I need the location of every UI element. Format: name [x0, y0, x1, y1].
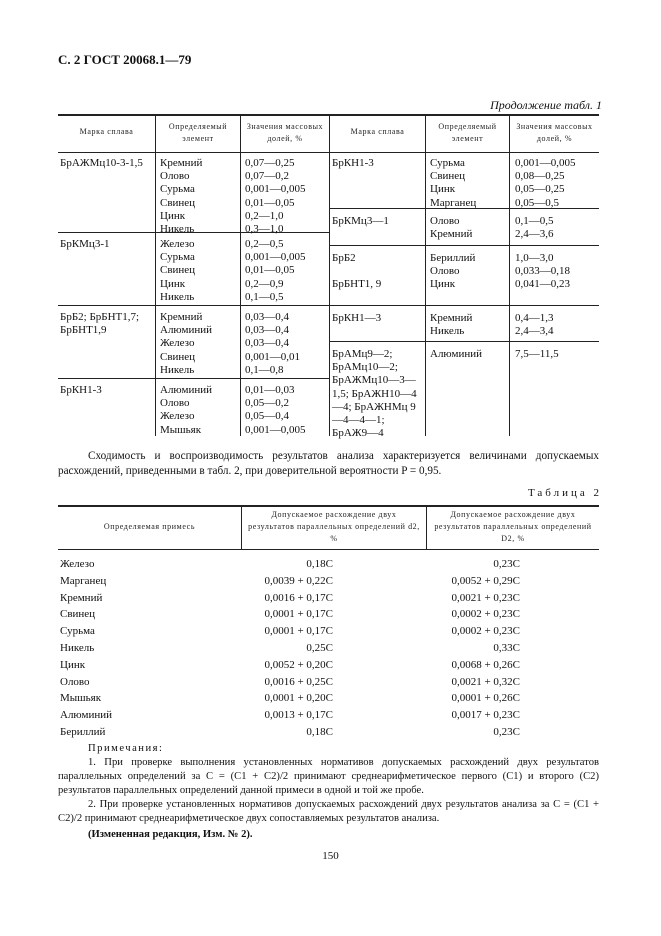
D2-column: 0,23C 0,0052 + 0,29C 0,0021 + 0,23C 0,0002 + 0,23C 0,0002 + 0,23C 0,33C 0,0068 + 0,26C 0,0021 + 0,32C 0,0001 + 0,26C 0,0017 + 0,23C 0,23C [451, 558, 520, 738]
vline [426, 505, 427, 549]
group-rule [329, 245, 599, 246]
vline [425, 114, 426, 436]
group-rule [329, 305, 599, 306]
th-values-left: Значения массовых долей, % [246, 122, 324, 143]
th-impurity: Определяемая примесь [103, 522, 196, 531]
notes-title: Примечания: [88, 743, 164, 754]
value-list: 7,5—11,5 [515, 348, 559, 360]
group-rule [58, 305, 329, 306]
element-list: Сурьма Свинец Цинк Марганец [430, 157, 477, 209]
value-list: 0,01—0,03 0,05—0,2 0,05—0,4 0,001—0,005 [245, 384, 306, 436]
element-list: Кремний Алюминий Железо Свинец Никель [160, 311, 213, 376]
value-list: 0,03—0,4 0,03—0,4 0,03—0,4 0,001—0,01 0,1—0,8 [245, 311, 300, 376]
body-paragraph: Сходимость и воспроизводимость результатов анализа характеризуется величинами допускаемых расхождений, приведенными в табл. 2, при доверительной вероятности P = 0,95. [58, 450, 599, 477]
th-alloy-right: Марка сплава [350, 127, 405, 136]
note-2: 2. При проверке установленных нормативов допускаемых расхождений двух результатов анализа за C = (C1 + C2)/2 принимают среднеарифметическое двух сопоставляемых результатов анализа. [58, 799, 599, 824]
impurity-column: Железо Марганец Кремний Свинец Сурьма Никель Цинк Олово Мышьяк Алюминий Бериллий [60, 558, 113, 738]
value-list: 0,001—0,005 0,08—0,25 0,05—0,25 0,05—0,5 [515, 157, 576, 209]
page-header: С. 2 ГОСТ 20068.1—79 [58, 52, 192, 67]
value-list: 0,1—0,5 2,4—3,6 [515, 215, 554, 241]
element-list: Алюминий [430, 348, 483, 360]
element-list: Алюминий Олово Железо Мышьяк [160, 384, 213, 436]
group-rule [58, 378, 329, 379]
alloy-name: БрАЖМц10-3-1,5 [60, 157, 143, 169]
note-1: 1. При проверке выполнения установленных нормативов допускаемых расхождений двух результатов параллельных определений за C = (C1 + C2)/2 принимают среднеарифметическое первого (C1) и второго (C2) результатов параллельных определений данной примеси в одной и той же пробе. [58, 757, 599, 796]
element-list: Железо Сурьма Свинец Цинк Никель [160, 238, 196, 303]
th-element-right: Определяемый элемент [438, 122, 497, 143]
vline [509, 114, 510, 436]
th-values-right: Значения массовых долей, % [516, 122, 593, 143]
table2-caption: Таблица 2 [527, 487, 602, 499]
value-list: 0,07—0,25 0,07—0,2 0,001—0,005 0,01—0,05 0,2—1,0 0,3—1,0 [245, 157, 306, 236]
element-list: Кремний Олово Сурьма Свинец Цинк Никель [160, 157, 203, 236]
th-d2: Допускаемое расхождение двух результатов параллельных определений d2, % [248, 510, 420, 543]
alloy-name: БрБ2 [332, 252, 356, 264]
th-element-left: Определяемый элемент [168, 122, 228, 143]
edition-note: (Измененная редакция, Изм. № 2). [88, 829, 253, 840]
d2-column: 0,18C 0,0039 + 0,22C 0,0016 + 0,17C 0,0001 + 0,17C 0,0001 + 0,17C 0,25C 0,0052 + 0,20C 0,0016 + 0,25C 0,0001 + 0,20C 0,0013 + 0,17C 0,18C [264, 558, 333, 738]
alloy-name: БрБНТ1, 9 [332, 278, 382, 290]
element-list: Бериллий Олово Цинк [430, 252, 476, 291]
value-list: 1,0—3,0 0,033—0,18 0,041—0,23 [515, 252, 570, 291]
table2-top-rule [58, 505, 599, 507]
th-D2: Допускаемое расхождение двух результатов параллельных определений D2, % [434, 510, 592, 543]
element-list: Олово Кремний [430, 215, 473, 241]
alloy-name: БрКН1-3 [60, 384, 102, 396]
value-list: 0,2—0,5 0,001—0,005 0,01—0,05 0,2—0,9 0,1—0,5 [245, 238, 306, 303]
element-list: Кремний Никель [430, 312, 473, 338]
alloy-name: БрКМц3—1 [332, 215, 389, 227]
vline [241, 505, 242, 549]
alloy-name: БрАМц9—2; БрАМц10—2; БрАЖМц10—3—1,5; БрАЖН10—4—4; БрАЖНМц 9—4—4—1; БрАЖ9—4 [332, 348, 417, 440]
vline [155, 114, 156, 436]
alloy-name: БрКН1-3 [332, 157, 374, 169]
th-alloy-left: Марка сплава [79, 127, 134, 136]
vline [329, 114, 330, 436]
vline [240, 114, 241, 436]
table-continuation-label: Продолжение табл. 1 [490, 98, 602, 112]
alloy-name: БрБ2; БрБНТ1,7; БрБНТ1,9 [60, 311, 140, 337]
page-number: 150 [322, 850, 339, 862]
group-rule [329, 341, 599, 342]
value-list: 0,4—1,3 2,4—3,4 [515, 312, 554, 338]
table2-head-rule [58, 549, 599, 550]
alloy-name: БрКМц3-1 [60, 238, 110, 250]
alloy-name: БрКН1—3 [332, 312, 382, 324]
